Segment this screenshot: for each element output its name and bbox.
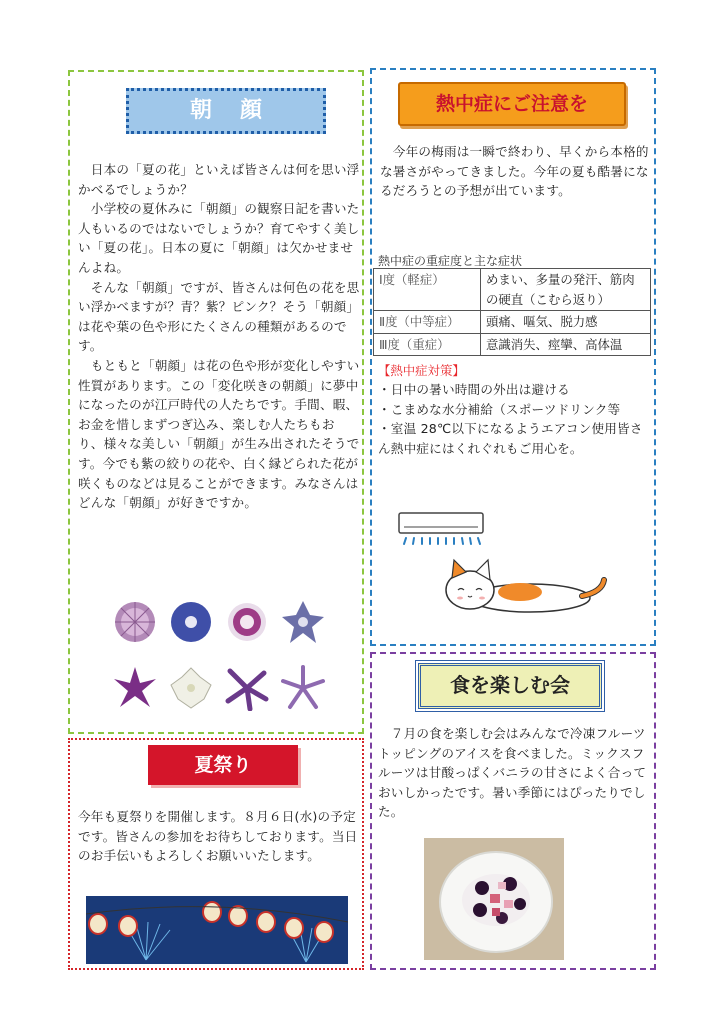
summer-festival-title: 夏祭り bbox=[148, 745, 298, 785]
flower-illustration bbox=[112, 665, 158, 711]
festival-lantern-illustration bbox=[86, 896, 348, 964]
lying-cat-icon bbox=[440, 552, 608, 616]
table-row bbox=[374, 311, 651, 334]
table-row bbox=[374, 333, 651, 356]
flower-illustration bbox=[168, 599, 214, 645]
severity-symptoms: 意識消失、痙攣、高体温 bbox=[481, 333, 651, 356]
heatstroke-title: 熱中症にご注意を bbox=[398, 82, 626, 126]
severity-level: Ⅰ度（軽症） bbox=[374, 269, 481, 311]
heatstroke-intro: 今年の梅雨は一瞬で終わり、早くから本格的な暑さがやってきました。今年の夏も酷暑になるだろうとの予想が出ています。 bbox=[380, 144, 649, 199]
severity-level: Ⅱ度（中等症） bbox=[374, 311, 481, 334]
fruit-ice-photo bbox=[424, 838, 564, 960]
list-item: ・室温 28℃以下になるようエアコン使用皆さん熱中症にはくれぐれもご用心を。 bbox=[378, 421, 643, 456]
asagao-paragraph: そんな「朝顔」ですが、皆さんは何色の花を思い浮かべますが？青？紫？ピンク？そう「朝顔」は花や葉の色や形にたくさんの種類があるのです。 bbox=[78, 279, 360, 354]
measures-list bbox=[378, 380, 650, 458]
asagao-paragraph: 日本の「夏の花」といえば皆さんは何を思い浮かべるでしょうか？ bbox=[78, 162, 360, 197]
asagao-paragraph: もともと「朝顔」は花の色や形が変化しやすい性質があります。この「変化咲きの朝顔」に夢中になったのが江戸時代の人たちです。手間、暇、お金を惜しまずつぎ込み、楽しむ人たちもおり、様々な美しい「朝顔」が生み出されたそうです。今でも紫の絞りの花や、白く縁どられた花が咲くものなどは見ることができます。みなさんはどんな「朝顔」が好きですか。 bbox=[78, 357, 360, 511]
list-item: ・こまめな水分補給（スポーツドリンク等 bbox=[378, 401, 621, 417]
asagao-title: 朝顔 bbox=[126, 88, 326, 134]
measures-title: 【熱中症対策】 bbox=[378, 363, 465, 378]
asagao-body bbox=[78, 160, 360, 513]
air-conditioner-icon bbox=[398, 512, 484, 546]
severity-table-title: 熱中症の重症度と主な症状 bbox=[378, 254, 523, 268]
food-event-body: ７月の食を楽しむ会はみんなで冷凍フルーツトッピングのアイスを食べました。ミックスフルーツは甘酸っぱくバニラの甘さによく合っておいしかったです。暑い季節にはぴったりでした。 bbox=[378, 726, 647, 820]
severity-symptoms: 頭痛、嘔気、脱力感 bbox=[481, 311, 651, 334]
table-row bbox=[374, 269, 651, 311]
flower-illustration bbox=[280, 599, 326, 645]
morning-glory-illustrations bbox=[104, 585, 340, 725]
list-item: ・日中の暑い時間の外出は避ける bbox=[378, 382, 570, 397]
severity-table bbox=[373, 268, 651, 356]
summer-festival-body: 今年も夏祭りを開催します。８月６日(水)の予定です。皆さんの参加をお待ちしております。当日のお手伝いもよろしくお願いいたします。 bbox=[78, 809, 358, 864]
flower-illustration bbox=[224, 599, 270, 645]
severity-level: Ⅲ度（重症） bbox=[374, 333, 481, 356]
flower-illustration bbox=[224, 665, 270, 711]
asagao-paragraph: 小学校の夏休みに「朝顔」の観察日記を書いた人もいるのではないでしょうか？育てやすく美しい「夏の花」。日本の夏に「朝顔」は欠かせませんよね。 bbox=[78, 201, 360, 275]
flower-illustration bbox=[168, 665, 214, 711]
severity-symptoms: めまい、多量の発汗、筋肉の硬直（こむら返り） bbox=[481, 269, 651, 311]
flower-illustration bbox=[280, 665, 326, 711]
food-event-title: 食を楽しむ会 bbox=[418, 663, 602, 709]
flower-illustration bbox=[112, 599, 158, 645]
